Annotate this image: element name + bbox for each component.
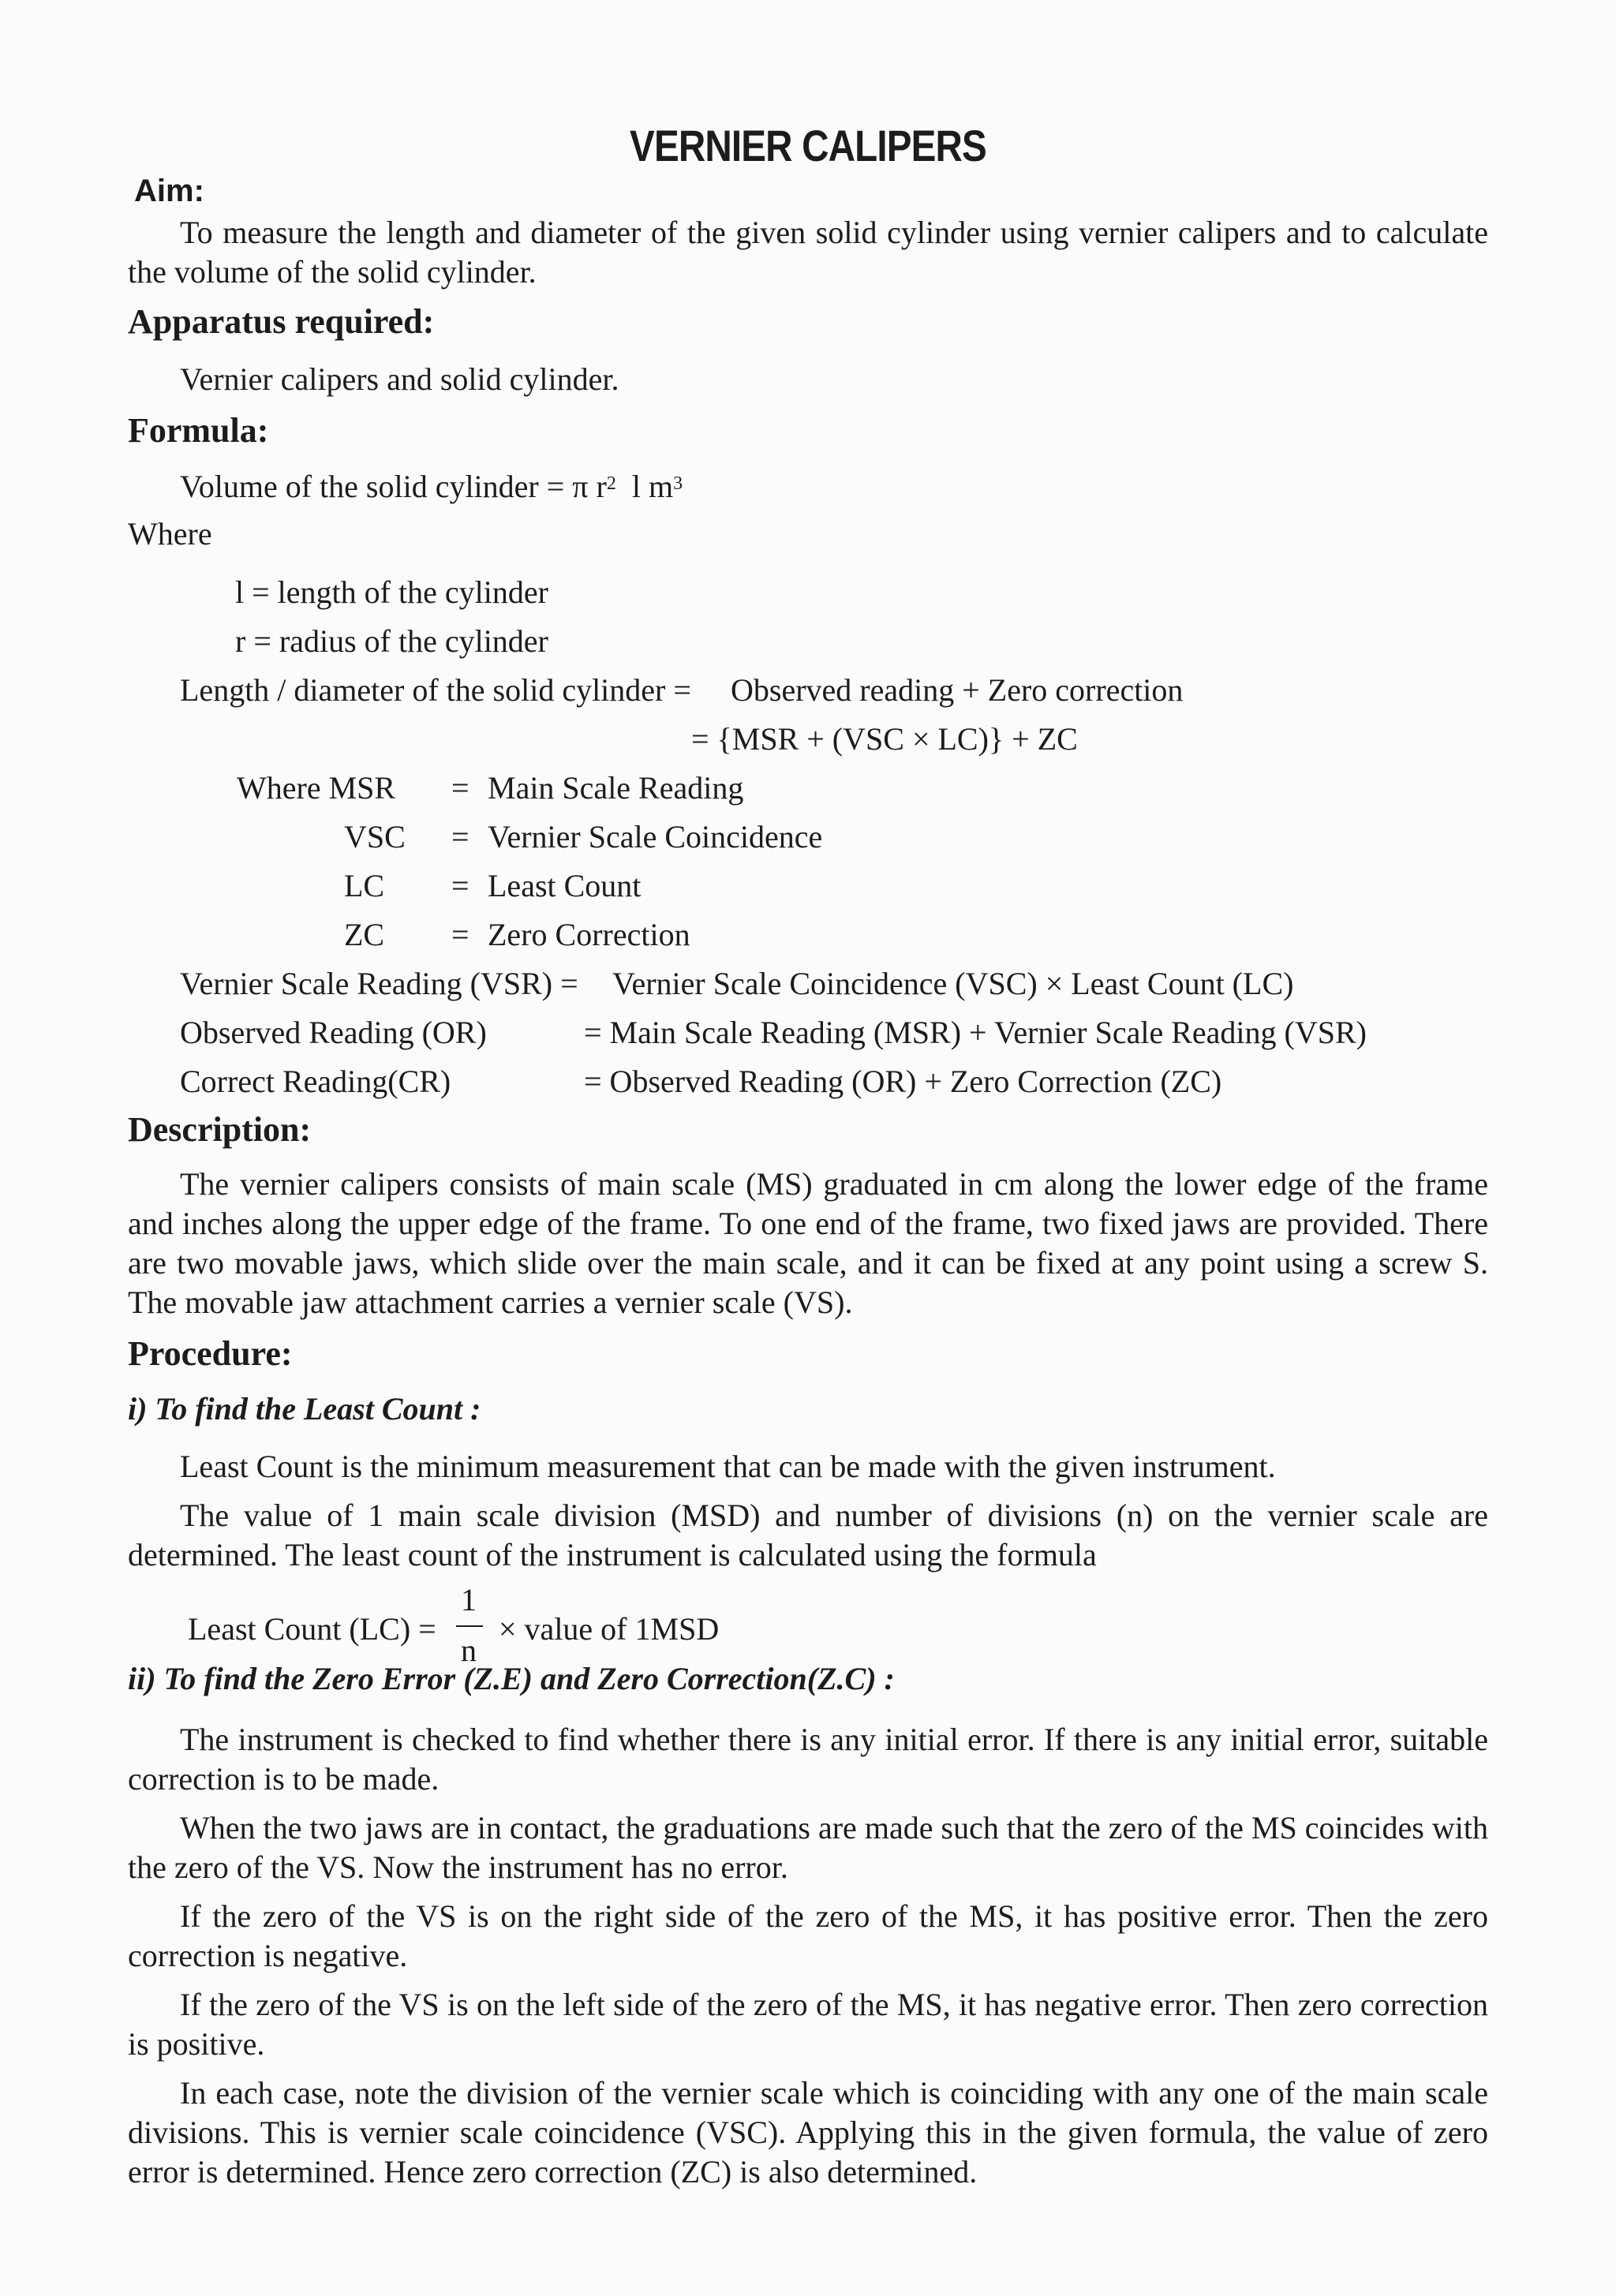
def-abbr: ZC — [344, 917, 385, 952]
zero-error-para5: In each case, note the division of the vernier scale which is coinciding with any one of the main scale divisions. This is vernier scale coincidence (VSC). Applying this in the given formula, the value of zero error is determined. Hence zero correction (ZC) is also determined. — [128, 2075, 1488, 2189]
description-text: The vernier calipers consists of main scale (MS) graduated in cm along the lower edge of the frame and inches along the upper edge of the frame. To one end of the frame, two fixed jaws are provided. There are two movable jaws, which slide over the main scale, and it can be fixed at any point using a screw S. The movable jaw attachment carries a vernier scale (VS). — [128, 1166, 1488, 1320]
aim-text: To measure the length and diameter of the given solid cylinder using vernier calipers and to calculate the volume of the solid cylinder. — [128, 215, 1488, 290]
length-formula-right: Observed reading + Zero correction — [731, 672, 1184, 708]
relation-left: Observed Reading (OR) — [180, 1015, 487, 1050]
def-abbr: LC — [344, 868, 385, 903]
zero-error-subheading: ii) To find the Zero Error (Z.E) and Zero Correction(Z.C) : — [128, 1661, 895, 1696]
apparatus-heading: Apparatus required: — [128, 302, 435, 341]
least-count-subheading: i) To find the Least Count : — [128, 1391, 481, 1427]
lc-formula-right: × value of 1MSD — [499, 1611, 720, 1647]
def-equals: = — [451, 917, 469, 952]
length-formula-line2: = {MSR + (VSC × LC)} + ZC — [691, 721, 1078, 757]
def-equals: = — [451, 770, 469, 806]
lc-fraction-bar — [456, 1625, 483, 1627]
def-meaning: Vernier Scale Coincidence — [488, 819, 823, 854]
zero-error-para4: If the zero of the VS is on the left side of the zero of the MS, it has negative error. Then zero correction is positive. — [128, 1987, 1488, 2062]
apparatus-text: Vernier calipers and solid cylinder. — [180, 361, 619, 397]
lc-fraction-denominator: n — [461, 1632, 477, 1668]
def-equals: = — [451, 868, 469, 903]
volume-exponent-2: 2 — [606, 473, 616, 494]
length-formula-left: Length / diameter of the solid cylinder = — [180, 672, 691, 708]
volume-formula — [180, 467, 683, 507]
def-abbr: VSC — [344, 819, 406, 854]
procedure-heading: Procedure: — [128, 1334, 293, 1373]
formula-heading: Formula: — [128, 411, 269, 450]
volume-mid: l m — [615, 469, 674, 504]
relation-right: = Main Scale Reading (MSR) + Vernier Scale Reading (VSR) — [584, 1015, 1367, 1050]
relation-left: Vernier Scale Reading (VSR) = — [180, 966, 578, 1001]
lc-fraction-numerator: 1 — [461, 1582, 477, 1617]
aim-heading: Aim: — [134, 174, 204, 208]
zero-error-para3: If the zero of the VS is on the right side of the zero of the MS, it has positive error. Then the zero correction is negative. — [128, 1898, 1488, 1973]
least-count-para2: The value of 1 main scale division (MSD) and number of divisions (n) on the vernier scale are determined. The least count of the instrument is calculated using the formula — [128, 1498, 1488, 1572]
volume-exponent-3: 3 — [673, 473, 683, 494]
page-title: VERNIER CALIPERS — [630, 121, 986, 170]
def-equals: = — [451, 819, 469, 854]
least-count-para1: Least Count is the minimum measurement that can be made with the given instrument. — [180, 1449, 1276, 1484]
description-heading: Description: — [128, 1110, 312, 1149]
relation-right: = Observed Reading (OR) + Zero Correction (ZC) — [584, 1064, 1222, 1099]
l-definition: l = length of the cylinder — [235, 574, 548, 610]
where-label: Where — [128, 516, 212, 552]
relation-right: Vernier Scale Coincidence (VSC) × Least Count (LC) — [612, 966, 1294, 1001]
def-meaning: Main Scale Reading — [488, 770, 744, 806]
relation-left: Correct Reading(CR) — [180, 1064, 451, 1099]
zero-error-para1: The instrument is checked to find whether there is any initial error. If there is any initial error, suitable correction is to be made. — [128, 1722, 1488, 1797]
def-meaning: Zero Correction — [488, 917, 690, 952]
def-meaning: Least Count — [488, 868, 642, 903]
zero-error-para2: When the two jaws are in contact, the graduations are made such that the zero of the MS coincides with the zero of the VS. Now the instrument has no error. — [128, 1810, 1488, 1885]
lc-formula-left: Least Count (LC) = — [188, 1611, 436, 1647]
def-abbr: Where MSR — [237, 770, 396, 806]
r-definition: r = radius of the cylinder — [235, 623, 548, 659]
volume-prefix: Volume of the solid cylinder = π r — [180, 469, 607, 504]
